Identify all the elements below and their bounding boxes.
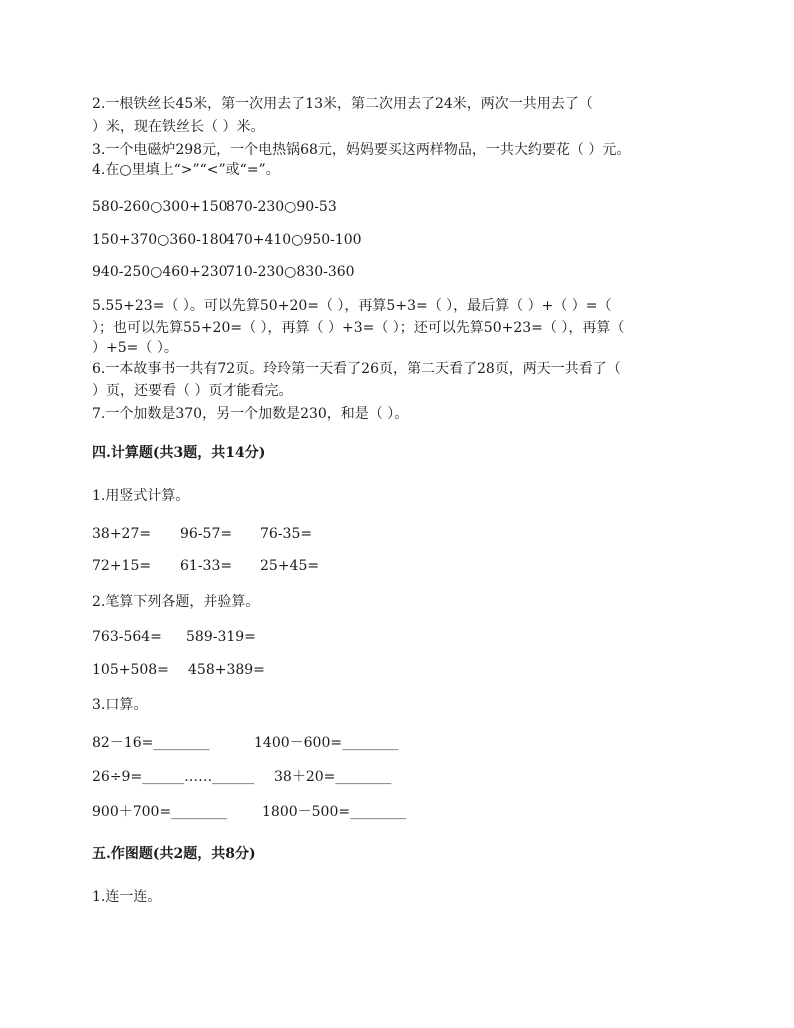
question-5-line-3: ）+5=（ ）。 bbox=[92, 340, 178, 356]
compare-item: 580-260○300+150 bbox=[92, 199, 228, 215]
question-6-line-1: 6.一本故事书一共有72页。玲玲第一天看了26页，第二天看了28页，两天一共看了（ bbox=[92, 361, 621, 377]
mental-item: 26÷9=______……______ bbox=[92, 769, 255, 785]
section-4-question-1: 1.用竖式计算。 bbox=[92, 488, 190, 504]
mental-item: 82－16=________ bbox=[92, 735, 210, 751]
compare-item: 710-230○830-360 bbox=[226, 264, 355, 280]
calc-item: 96-57= bbox=[180, 526, 233, 542]
mental-item: 900＋700=________ bbox=[92, 804, 228, 820]
question-2-line-2: ）米，现在铁丝长（ ）米。 bbox=[92, 119, 265, 135]
section-5-question-1: 1.连一连。 bbox=[92, 889, 162, 905]
calc-item: 38+27= bbox=[92, 526, 152, 542]
calc-item: 76-35= bbox=[260, 526, 313, 542]
compare-item: 150+370○360-180 bbox=[92, 232, 228, 248]
calc-item: 105+508= bbox=[92, 662, 169, 678]
question-6-line-2: ）页，还要看（ ）页才能看完。 bbox=[92, 383, 293, 399]
compare-item: 470+410○950-100 bbox=[226, 232, 362, 248]
compare-row bbox=[92, 197, 692, 217]
mental-row bbox=[92, 767, 592, 787]
calc-item: 25+45= bbox=[260, 558, 320, 574]
calc-item: 763-564= bbox=[92, 629, 162, 645]
calc-item: 589-319= bbox=[186, 629, 256, 645]
question-3: 3.一个电磁炉298元，一个电热锅68元，妈妈要买这两样物品，一共大约要花（ ）元。 bbox=[92, 142, 631, 158]
compare-row bbox=[92, 230, 692, 250]
question-2-line-1: 2.一根铁丝长45米，第一次用去了13米，第二次用去了24米，两次一共用去了（ bbox=[92, 96, 593, 112]
mental-row bbox=[92, 733, 592, 753]
question-5-line-1: 5.55+23=（ ）。可以先算50+20=（ ），再算5+3=（ ），最后算（ ）+（ ）=（ bbox=[92, 298, 612, 314]
mental-row bbox=[92, 802, 592, 822]
question-7: 7.一个加数是370，另一个加数是230，和是（ ）。 bbox=[92, 406, 409, 422]
calc-row bbox=[92, 660, 492, 680]
mental-item: 1800－500=________ bbox=[262, 804, 407, 820]
section-5-title: 五.作图题(共2题，共8分) bbox=[92, 846, 256, 862]
calc-row bbox=[92, 556, 492, 576]
calc-item: 458+389= bbox=[188, 662, 265, 678]
section-4-title: 四.计算题(共3题，共14分) bbox=[92, 445, 266, 461]
section-4-question-3: 3.口算。 bbox=[92, 697, 148, 713]
compare-item: 870-230○90-53 bbox=[226, 199, 337, 215]
calc-item: 61-33= bbox=[180, 558, 233, 574]
compare-item: 940-250○460+230 bbox=[92, 264, 228, 280]
mental-item: 38＋20=________ bbox=[274, 769, 392, 785]
compare-row bbox=[92, 262, 692, 282]
calc-item: 72+15= bbox=[92, 558, 152, 574]
section-4-question-2: 2.笔算下列各题，并验算。 bbox=[92, 594, 260, 610]
question-4: 4.在○里填上“>”“<”或“=”。 bbox=[92, 162, 280, 178]
calc-row bbox=[92, 524, 492, 544]
mental-item: 1400－600=________ bbox=[254, 735, 399, 751]
calc-row bbox=[92, 627, 492, 647]
question-5-line-2: ）；也可以先算55+20=（ ），再算（ ）+3=（ ）；还可以先算50+23=（ ），再算（ bbox=[92, 320, 625, 336]
